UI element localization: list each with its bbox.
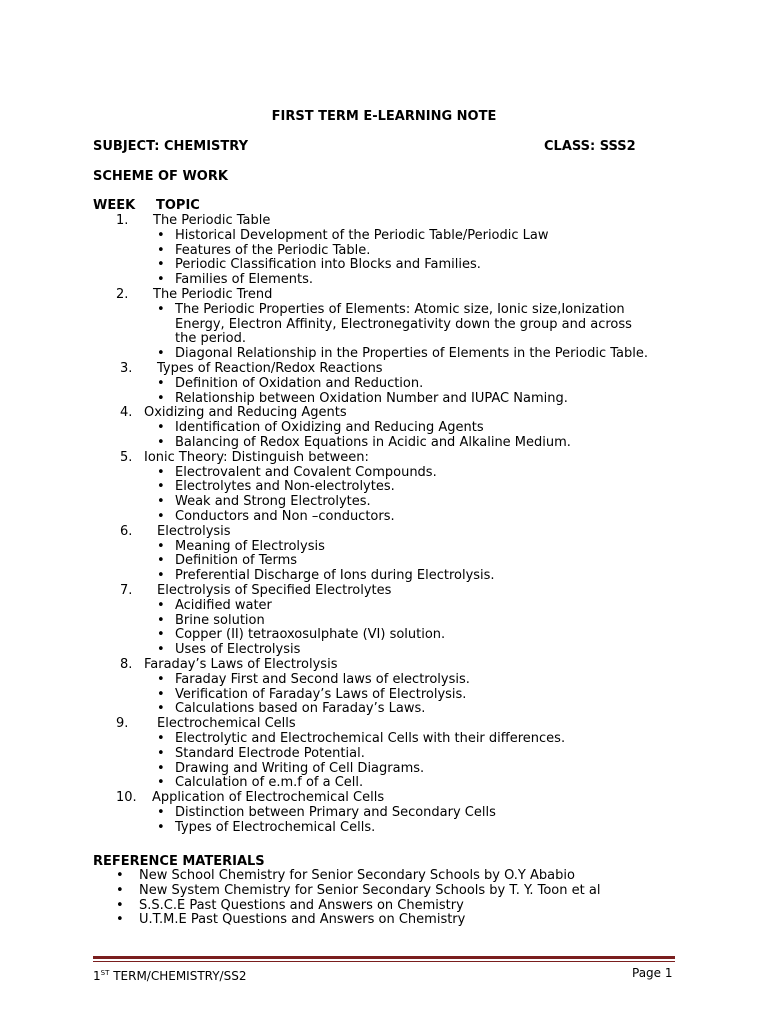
topic-item (0, 539, 768, 554)
week-row (0, 361, 768, 376)
footer-term-superscript: ST (100, 969, 110, 977)
reference-item (0, 898, 768, 913)
week-number: 4. (120, 405, 133, 421)
bullet-icon: • (157, 612, 165, 628)
week-number: 6. (120, 523, 133, 539)
week-number: 2. (116, 287, 129, 302)
week-number: 5. (120, 449, 133, 465)
week-row (0, 287, 768, 302)
week-topic: Oxidizing and Reducing Agents (144, 405, 347, 421)
topic-item-text: the period. (175, 331, 247, 347)
topic-item (0, 228, 768, 243)
topic-item-text: Electrovalent and Covalent Compounds. (175, 464, 437, 480)
bullet-icon: • (157, 301, 165, 317)
topic-item-text: The Periodic Properties of Elements: Atomic size, Ionic size,Ionization (175, 301, 625, 317)
topic-item (0, 598, 768, 613)
topic-item (0, 435, 768, 450)
topic-item (0, 257, 768, 272)
footer-rule (93, 956, 675, 959)
footer-rule-thin (93, 961, 675, 962)
bullet-icon: • (157, 420, 165, 436)
bullet-icon: • (157, 686, 165, 702)
week-topic: The Periodic Trend (153, 287, 273, 302)
topic-item (0, 272, 768, 287)
topic-item-text: Faraday First and Second laws of electrolysis. (175, 671, 470, 687)
reference-text: New School Chemistry for Senior Secondary Schools by O.Y Ababio (139, 868, 575, 883)
topic-item-text: Verification of Faraday’s Laws of Electrolysis. (175, 686, 467, 702)
topic-item-text: Definition of Oxidation and Reduction. (175, 375, 424, 391)
week-number: 9. (116, 716, 129, 732)
bullet-icon: • (157, 701, 165, 717)
week-row (0, 716, 768, 731)
week-row (0, 213, 768, 228)
topic-item (0, 420, 768, 435)
week-row (0, 657, 768, 672)
week-topic: Electrochemical Cells (157, 716, 296, 732)
reference-item (0, 868, 768, 883)
bullet-icon: • (157, 227, 165, 243)
topic-item-text: Weak and Strong Electrolytes. (175, 494, 371, 510)
topic-item (0, 820, 768, 835)
footer-term (93, 966, 246, 983)
topic-column-heading: TOPIC (156, 198, 200, 213)
topic-item (0, 731, 768, 746)
topic-item (0, 805, 768, 820)
footer-term-number: 1 (93, 969, 101, 983)
topic-item (0, 761, 768, 776)
topic-item-text: Brine solution (175, 612, 265, 628)
week-column-heading: WEEK (93, 198, 136, 213)
week-row (0, 524, 768, 539)
topic-item (0, 687, 768, 702)
topic-item (0, 701, 768, 716)
topic-item-text: Conductors and Non –conductors. (175, 509, 395, 524)
bullet-icon: • (157, 805, 165, 820)
bullet-icon: • (157, 760, 165, 776)
week-row (0, 405, 768, 420)
topic-item (0, 317, 768, 332)
week-number: 3. (120, 361, 133, 376)
topic-item (0, 553, 768, 568)
bullet-icon: • (157, 553, 165, 569)
class-label: CLASS: SSS2 (544, 139, 636, 154)
bullet-icon: • (157, 627, 165, 643)
bullet-icon: • (157, 509, 165, 524)
topic-item-text: Historical Development of the Periodic Table/Periodic Law (175, 227, 549, 243)
topic-item-text: Preferential Discharge of Ions during Electrolysis. (175, 568, 495, 584)
topic-item-text: Meaning of Electrolysis (175, 538, 325, 554)
topic-item-text: Relationship between Oxidation Number and IUPAC Naming. (175, 390, 568, 406)
topic-item-text: Types of Electrochemical Cells. (175, 819, 376, 835)
topic-item-text: Definition of Terms (175, 553, 298, 569)
topic-item-text: Diagonal Relationship in the Properties of Elements in the Periodic Table. (175, 346, 648, 362)
page-title: FIRST TERM E-LEARNING NOTE (271, 109, 497, 124)
references-heading: REFERENCE MATERIALS (93, 854, 265, 869)
footer-term-text: TERM/CHEMISTRY/SS2 (109, 969, 247, 983)
bullet-icon: • (157, 272, 165, 288)
week-row (0, 450, 768, 465)
topic-item (0, 672, 768, 687)
week-number: 1. (116, 213, 129, 228)
topic-item (0, 376, 768, 391)
topic-item-text: Acidified water (175, 597, 272, 613)
topic-item-text: Copper (II) tetraoxosulphate (VI) solution. (175, 627, 446, 643)
bullet-icon: • (157, 494, 165, 510)
topic-item-text: Identification of Oxidizing and Reducing Agents (175, 420, 484, 436)
topic-item-text: Calculation of e.m.f of a Cell. (175, 775, 364, 791)
footer-page-number: Page 1 (632, 966, 673, 980)
scheme-heading: SCHEME OF WORK (93, 169, 228, 184)
topic-item (0, 509, 768, 524)
bullet-icon: • (157, 346, 165, 362)
topic-item-text: Electrolytes and Non-electrolytes. (175, 479, 395, 495)
reference-text: U.T.M.E Past Questions and Answers on Chemistry (139, 912, 466, 928)
bullet-icon: • (157, 671, 165, 687)
week-topic: Electrolysis (157, 523, 231, 539)
topic-item-text: Families of Elements. (175, 272, 314, 288)
bullet-icon: • (157, 375, 165, 391)
bullet-icon: • (157, 568, 165, 584)
topic-item (0, 494, 768, 509)
week-row (0, 790, 768, 805)
topic-item-text: Uses of Electrolysis (175, 642, 301, 658)
bullet-icon: • (157, 538, 165, 554)
topic-item-text: Energy, Electron Affinity, Electronegativity down the group and across (175, 316, 632, 332)
topic-item (0, 613, 768, 628)
bullet-icon: • (116, 912, 124, 928)
week-number: 10. (116, 790, 137, 806)
week-number: 7. (120, 583, 133, 598)
topic-item-text: Features of the Periodic Table. (175, 242, 371, 258)
bullet-icon: • (157, 479, 165, 495)
topic-item (0, 627, 768, 642)
topic-item-text: Balancing of Redox Equations in Acidic and Alkaline Medium. (175, 435, 571, 450)
bullet-icon: • (116, 897, 124, 913)
topic-item (0, 391, 768, 406)
bullet-icon: • (157, 731, 165, 746)
week-topic: Types of Reaction/Redox Reactions (157, 361, 383, 376)
week-topic: The Periodic Table (153, 213, 271, 228)
bullet-icon: • (116, 868, 124, 883)
bullet-icon: • (157, 242, 165, 258)
bullet-icon: • (157, 745, 165, 761)
bullet-icon: • (116, 882, 124, 898)
bullet-icon: • (157, 435, 165, 450)
bullet-icon: • (157, 464, 165, 480)
bullet-icon: • (157, 257, 165, 273)
week-number: 8. (120, 657, 133, 672)
week-topic: Faraday’s Laws of Electrolysis (144, 657, 338, 672)
reference-text: New System Chemistry for Senior Secondary Schools by T. Y. Toon et al (139, 882, 601, 898)
topic-item (0, 775, 768, 790)
bullet-icon: • (157, 775, 165, 791)
topic-item (0, 243, 768, 258)
topic-item-text: Standard Electrode Potential. (175, 745, 365, 761)
reference-item (0, 883, 768, 898)
topic-item (0, 746, 768, 761)
topic-item-text: Periodic Classification into Blocks and Families. (175, 257, 481, 273)
bullet-icon: • (157, 819, 165, 835)
bullet-icon: • (157, 597, 165, 613)
topic-item (0, 568, 768, 583)
topic-item (0, 346, 768, 361)
topic-item (0, 479, 768, 494)
topic-item (0, 642, 768, 657)
topic-item (0, 331, 768, 346)
topic-item-text: Calculations based on Faraday’s Laws. (175, 701, 426, 717)
reference-item (0, 912, 768, 927)
week-topic: Application of Electrochemical Cells (152, 790, 385, 806)
bullet-icon: • (157, 642, 165, 658)
topic-item (0, 465, 768, 480)
topic-item-text: Electrolytic and Electrochemical Cells with their differences. (175, 731, 566, 746)
topic-item (0, 302, 768, 317)
week-row (0, 583, 768, 598)
topic-item-text: Drawing and Writing of Cell Diagrams. (175, 760, 425, 776)
subject-label: SUBJECT: CHEMISTRY (93, 139, 248, 154)
reference-text: S.S.C.E Past Questions and Answers on Chemistry (139, 897, 464, 913)
week-topic: Ionic Theory: Distinguish between: (144, 449, 369, 465)
week-topic: Electrolysis of Specified Electrolytes (157, 583, 392, 598)
topic-item-text: Distinction between Primary and Secondary Cells (175, 805, 496, 820)
bullet-icon: • (157, 390, 165, 406)
